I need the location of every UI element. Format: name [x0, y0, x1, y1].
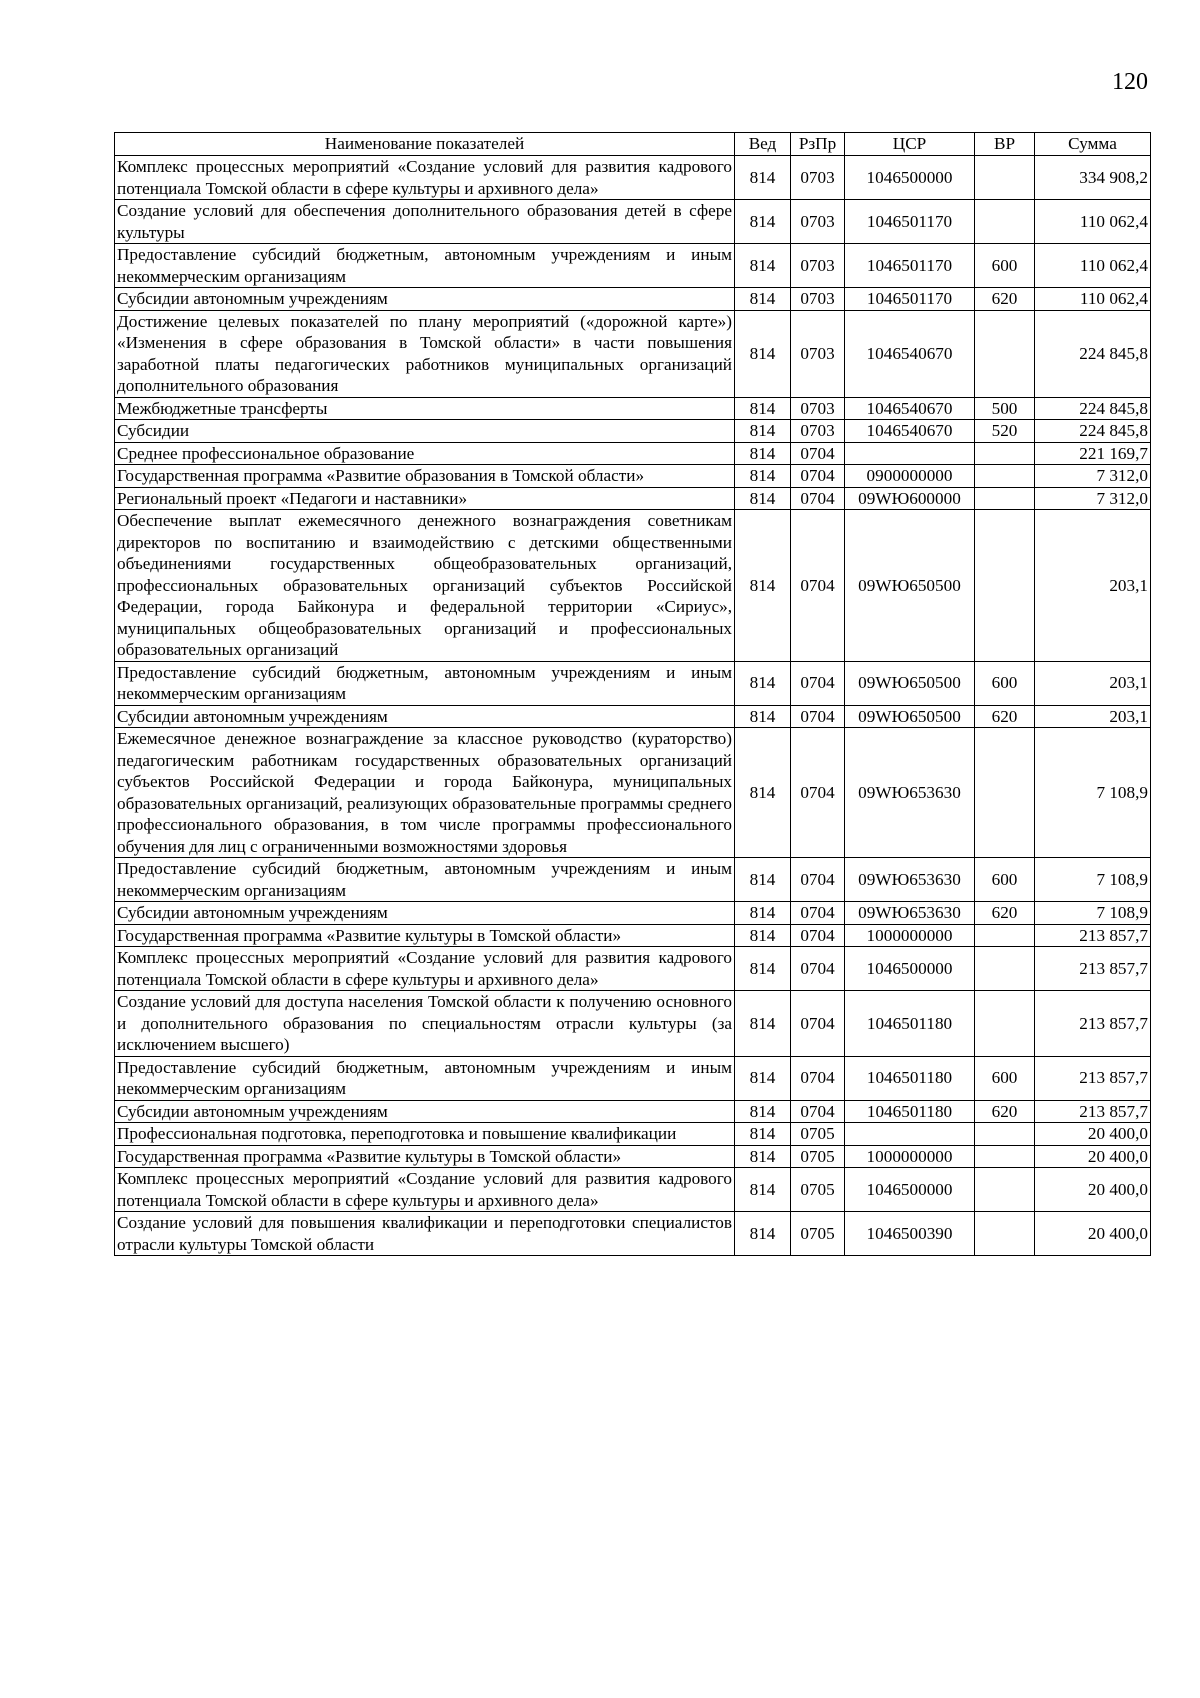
cell-rzpr: 0705: [791, 1168, 845, 1212]
cell-rzpr: 0704: [791, 465, 845, 488]
table-row: [115, 310, 1151, 397]
cell-vr: [975, 510, 1035, 662]
cell-ved: 814: [735, 397, 791, 420]
cell-sum: 213 857,7: [1035, 1100, 1151, 1123]
cell-vr: 500: [975, 397, 1035, 420]
cell-vr: 620: [975, 288, 1035, 311]
cell-csr: [845, 1123, 975, 1146]
cell-name: Комплекс процессных мероприятий «Создание условий для развития кадрового потенциала Томской области в сфере культуры и архивного дела»: [115, 156, 735, 200]
cell-csr: 1000000000: [845, 924, 975, 947]
cell-rzpr: 0704: [791, 705, 845, 728]
cell-sum: 213 857,7: [1035, 1056, 1151, 1100]
cell-csr: 1046500000: [845, 1168, 975, 1212]
cell-csr: 09WЮ650500: [845, 661, 975, 705]
table-row: [115, 200, 1151, 244]
cell-vr: [975, 1168, 1035, 1212]
table-row: [115, 728, 1151, 858]
table-row: [115, 510, 1151, 662]
cell-sum: 203,1: [1035, 661, 1151, 705]
cell-vr: [975, 1145, 1035, 1168]
cell-rzpr: 0704: [791, 991, 845, 1057]
cell-sum: 221 169,7: [1035, 442, 1151, 465]
table-body: [115, 156, 1151, 1256]
cell-sum: 7 108,9: [1035, 728, 1151, 858]
cell-csr: 1046500000: [845, 947, 975, 991]
cell-ved: 814: [735, 465, 791, 488]
cell-rzpr: 0705: [791, 1145, 845, 1168]
cell-name: Профессиональная подготовка, переподготовка и повышение квалификации: [115, 1123, 735, 1146]
cell-vr: [975, 924, 1035, 947]
table-row: [115, 442, 1151, 465]
cell-csr: 09WЮ650500: [845, 705, 975, 728]
cell-ved: 814: [735, 728, 791, 858]
cell-csr: 09WЮ653630: [845, 858, 975, 902]
cell-sum: 7 108,9: [1035, 858, 1151, 902]
cell-ved: 814: [735, 442, 791, 465]
cell-sum: 20 400,0: [1035, 1168, 1151, 1212]
cell-sum: 20 400,0: [1035, 1212, 1151, 1256]
table-row: [115, 902, 1151, 925]
cell-sum: 213 857,7: [1035, 991, 1151, 1057]
cell-csr: 1046500000: [845, 156, 975, 200]
cell-name: Предоставление субсидий бюджетным, автономным учреждениям и иным некоммерческим организациям: [115, 1056, 735, 1100]
cell-csr: 1046501170: [845, 244, 975, 288]
cell-ved: 814: [735, 661, 791, 705]
cell-sum: 334 908,2: [1035, 156, 1151, 200]
cell-name: Субсидии автономным учреждениям: [115, 1100, 735, 1123]
cell-sum: 203,1: [1035, 510, 1151, 662]
header-name: Наименование показателей: [115, 133, 735, 156]
cell-ved: 814: [735, 991, 791, 1057]
cell-sum: 7 312,0: [1035, 465, 1151, 488]
cell-ved: 814: [735, 1212, 791, 1256]
cell-vr: [975, 1212, 1035, 1256]
cell-rzpr: 0704: [791, 858, 845, 902]
cell-name: Создание условий для повышения квалификации и переподготовки специалистов отрасли культуры Томской области: [115, 1212, 735, 1256]
cell-vr: [975, 487, 1035, 510]
cell-rzpr: 0704: [791, 442, 845, 465]
cell-ved: 814: [735, 156, 791, 200]
cell-sum: 224 845,8: [1035, 310, 1151, 397]
cell-csr: 1046501180: [845, 1100, 975, 1123]
table-row: [115, 661, 1151, 705]
cell-rzpr: 0704: [791, 924, 845, 947]
cell-ved: 814: [735, 924, 791, 947]
table-row: [115, 420, 1151, 443]
cell-name: Обеспечение выплат ежемесячного денежного вознаграждения советникам директоров по воспитанию и взаимодействию с детскими общественными объединениями государственных общеобразовательных организаций, профессиональных образовательных организаций субъектов Российской Федерации, города Байконура и федеральной территории «Сириус», муниципальных общеобразовательных организаций и профессиональных образовательных организаций: [115, 510, 735, 662]
cell-csr: 1046540670: [845, 420, 975, 443]
cell-name: Ежемесячное денежное вознаграждение за классное руководство (кураторство) педагогическим работникам государственных образовательных организаций субъектов Российской Федерации и города Байконура, муниципальных образовательных организаций, реализующих образовательные программы среднего профессионального образования, в том числе программы профессионального обучения для лиц с ограниченными возможностями здоровья: [115, 728, 735, 858]
cell-ved: 814: [735, 200, 791, 244]
header-rzpr: РзПр: [791, 133, 845, 156]
cell-csr: 1046501180: [845, 991, 975, 1057]
table-row: [115, 1145, 1151, 1168]
cell-csr: 09WЮ600000: [845, 487, 975, 510]
cell-csr: 1046501180: [845, 1056, 975, 1100]
cell-ved: 814: [735, 947, 791, 991]
cell-ved: 814: [735, 288, 791, 311]
cell-vr: 600: [975, 244, 1035, 288]
cell-ved: 814: [735, 420, 791, 443]
cell-rzpr: 0704: [791, 728, 845, 858]
header-csr: ЦСР: [845, 133, 975, 156]
cell-rzpr: 0703: [791, 397, 845, 420]
cell-sum: 7 108,9: [1035, 902, 1151, 925]
header-sum: Сумма: [1035, 133, 1151, 156]
cell-rzpr: 0703: [791, 156, 845, 200]
cell-name: Государственная программа «Развитие культуры в Томской области»: [115, 1145, 735, 1168]
cell-vr: 600: [975, 661, 1035, 705]
cell-sum: 20 400,0: [1035, 1145, 1151, 1168]
cell-csr: 09WЮ653630: [845, 728, 975, 858]
header-ved: Вед: [735, 133, 791, 156]
cell-sum: 224 845,8: [1035, 420, 1151, 443]
cell-rzpr: 0703: [791, 310, 845, 397]
cell-csr: 09WЮ650500: [845, 510, 975, 662]
table-header-row: [115, 133, 1151, 156]
cell-name: Региональный проект «Педагоги и наставники»: [115, 487, 735, 510]
page-number: 120: [1112, 69, 1148, 95]
cell-vr: [975, 156, 1035, 200]
cell-name: Межбюджетные трансферты: [115, 397, 735, 420]
cell-vr: 600: [975, 858, 1035, 902]
cell-vr: 600: [975, 1056, 1035, 1100]
cell-rzpr: 0704: [791, 1056, 845, 1100]
cell-name: Государственная программа «Развитие образования в Томской области»: [115, 465, 735, 488]
cell-csr: 0900000000: [845, 465, 975, 488]
cell-ved: 814: [735, 1168, 791, 1212]
cell-rzpr: 0704: [791, 947, 845, 991]
cell-ved: 814: [735, 858, 791, 902]
cell-sum: 224 845,8: [1035, 397, 1151, 420]
cell-name: Государственная программа «Развитие культуры в Томской области»: [115, 924, 735, 947]
cell-vr: [975, 1123, 1035, 1146]
cell-rzpr: 0704: [791, 661, 845, 705]
cell-csr: 09WЮ653630: [845, 902, 975, 925]
cell-sum: 110 062,4: [1035, 200, 1151, 244]
cell-sum: 203,1: [1035, 705, 1151, 728]
cell-csr: 1046500390: [845, 1212, 975, 1256]
cell-ved: 814: [735, 244, 791, 288]
cell-sum: 110 062,4: [1035, 288, 1151, 311]
cell-csr: 1046540670: [845, 310, 975, 397]
cell-name: Среднее профессиональное образование: [115, 442, 735, 465]
cell-csr: 1000000000: [845, 1145, 975, 1168]
cell-name: Достижение целевых показателей по плану мероприятий («дорожной карте») «Изменения в сфере образования в Томской области» в части повышения заработной платы педагогических работников муниципальных организаций дополнительного образования: [115, 310, 735, 397]
header-vr: ВР: [975, 133, 1035, 156]
cell-ved: 814: [735, 1100, 791, 1123]
cell-sum: 213 857,7: [1035, 947, 1151, 991]
cell-name: Создание условий для доступа населения Томской области к получению основного и дополнительного образования по специальностям отрасли культуры (за исключением высшего): [115, 991, 735, 1057]
cell-vr: [975, 991, 1035, 1057]
table-row: [115, 1123, 1151, 1146]
table-row: [115, 1100, 1151, 1123]
cell-ved: 814: [735, 487, 791, 510]
cell-ved: 814: [735, 1123, 791, 1146]
table-row: [115, 244, 1151, 288]
cell-rzpr: 0705: [791, 1123, 845, 1146]
cell-name: Субсидии автономным учреждениям: [115, 705, 735, 728]
cell-ved: 814: [735, 310, 791, 397]
cell-vr: [975, 200, 1035, 244]
cell-sum: 20 400,0: [1035, 1123, 1151, 1146]
cell-name: Комплекс процессных мероприятий «Создание условий для развития кадрового потенциала Томской области в сфере культуры и архивного дела»: [115, 1168, 735, 1212]
cell-rzpr: 0703: [791, 200, 845, 244]
table-row: [115, 1212, 1151, 1256]
table-row: [115, 705, 1151, 728]
cell-csr: 1046501170: [845, 288, 975, 311]
table-row: [115, 288, 1151, 311]
cell-name: Субсидии автономным учреждениям: [115, 288, 735, 311]
table-row: [115, 156, 1151, 200]
cell-sum: 213 857,7: [1035, 924, 1151, 947]
cell-sum: 7 312,0: [1035, 487, 1151, 510]
table-row: [115, 1056, 1151, 1100]
table-row: [115, 487, 1151, 510]
table-row: [115, 924, 1151, 947]
cell-rzpr: 0703: [791, 244, 845, 288]
budget-table: [114, 132, 1151, 1256]
cell-ved: 814: [735, 902, 791, 925]
cell-rzpr: 0703: [791, 288, 845, 311]
cell-name: Субсидии: [115, 420, 735, 443]
cell-name: Комплекс процессных мероприятий «Создание условий для развития кадрового потенциала Томской области в сфере культуры и архивного дела»: [115, 947, 735, 991]
cell-rzpr: 0704: [791, 510, 845, 662]
cell-vr: 520: [975, 420, 1035, 443]
table-row: [115, 1168, 1151, 1212]
cell-vr: [975, 310, 1035, 397]
cell-vr: 620: [975, 705, 1035, 728]
cell-ved: 814: [735, 510, 791, 662]
cell-rzpr: 0705: [791, 1212, 845, 1256]
cell-name: Субсидии автономным учреждениям: [115, 902, 735, 925]
cell-rzpr: 0704: [791, 902, 845, 925]
table-row: [115, 991, 1151, 1057]
table-row: [115, 858, 1151, 902]
table-row: [115, 465, 1151, 488]
cell-vr: [975, 465, 1035, 488]
cell-vr: [975, 947, 1035, 991]
cell-name: Предоставление субсидий бюджетным, автономным учреждениям и иным некоммерческим организациям: [115, 661, 735, 705]
cell-ved: 814: [735, 1145, 791, 1168]
table-row: [115, 947, 1151, 991]
cell-csr: 1046540670: [845, 397, 975, 420]
cell-csr: [845, 442, 975, 465]
cell-rzpr: 0704: [791, 1100, 845, 1123]
cell-vr: 620: [975, 1100, 1035, 1123]
cell-vr: [975, 442, 1035, 465]
cell-ved: 814: [735, 705, 791, 728]
cell-name: Создание условий для обеспечения дополнительного образования детей в сфере культуры: [115, 200, 735, 244]
table-row: [115, 397, 1151, 420]
cell-vr: 620: [975, 902, 1035, 925]
cell-name: Предоставление субсидий бюджетным, автономным учреждениям и иным некоммерческим организациям: [115, 858, 735, 902]
cell-rzpr: 0703: [791, 420, 845, 443]
cell-name: Предоставление субсидий бюджетным, автономным учреждениям и иным некоммерческим организациям: [115, 244, 735, 288]
cell-vr: [975, 728, 1035, 858]
cell-rzpr: 0704: [791, 487, 845, 510]
cell-csr: 1046501170: [845, 200, 975, 244]
cell-sum: 110 062,4: [1035, 244, 1151, 288]
cell-ved: 814: [735, 1056, 791, 1100]
